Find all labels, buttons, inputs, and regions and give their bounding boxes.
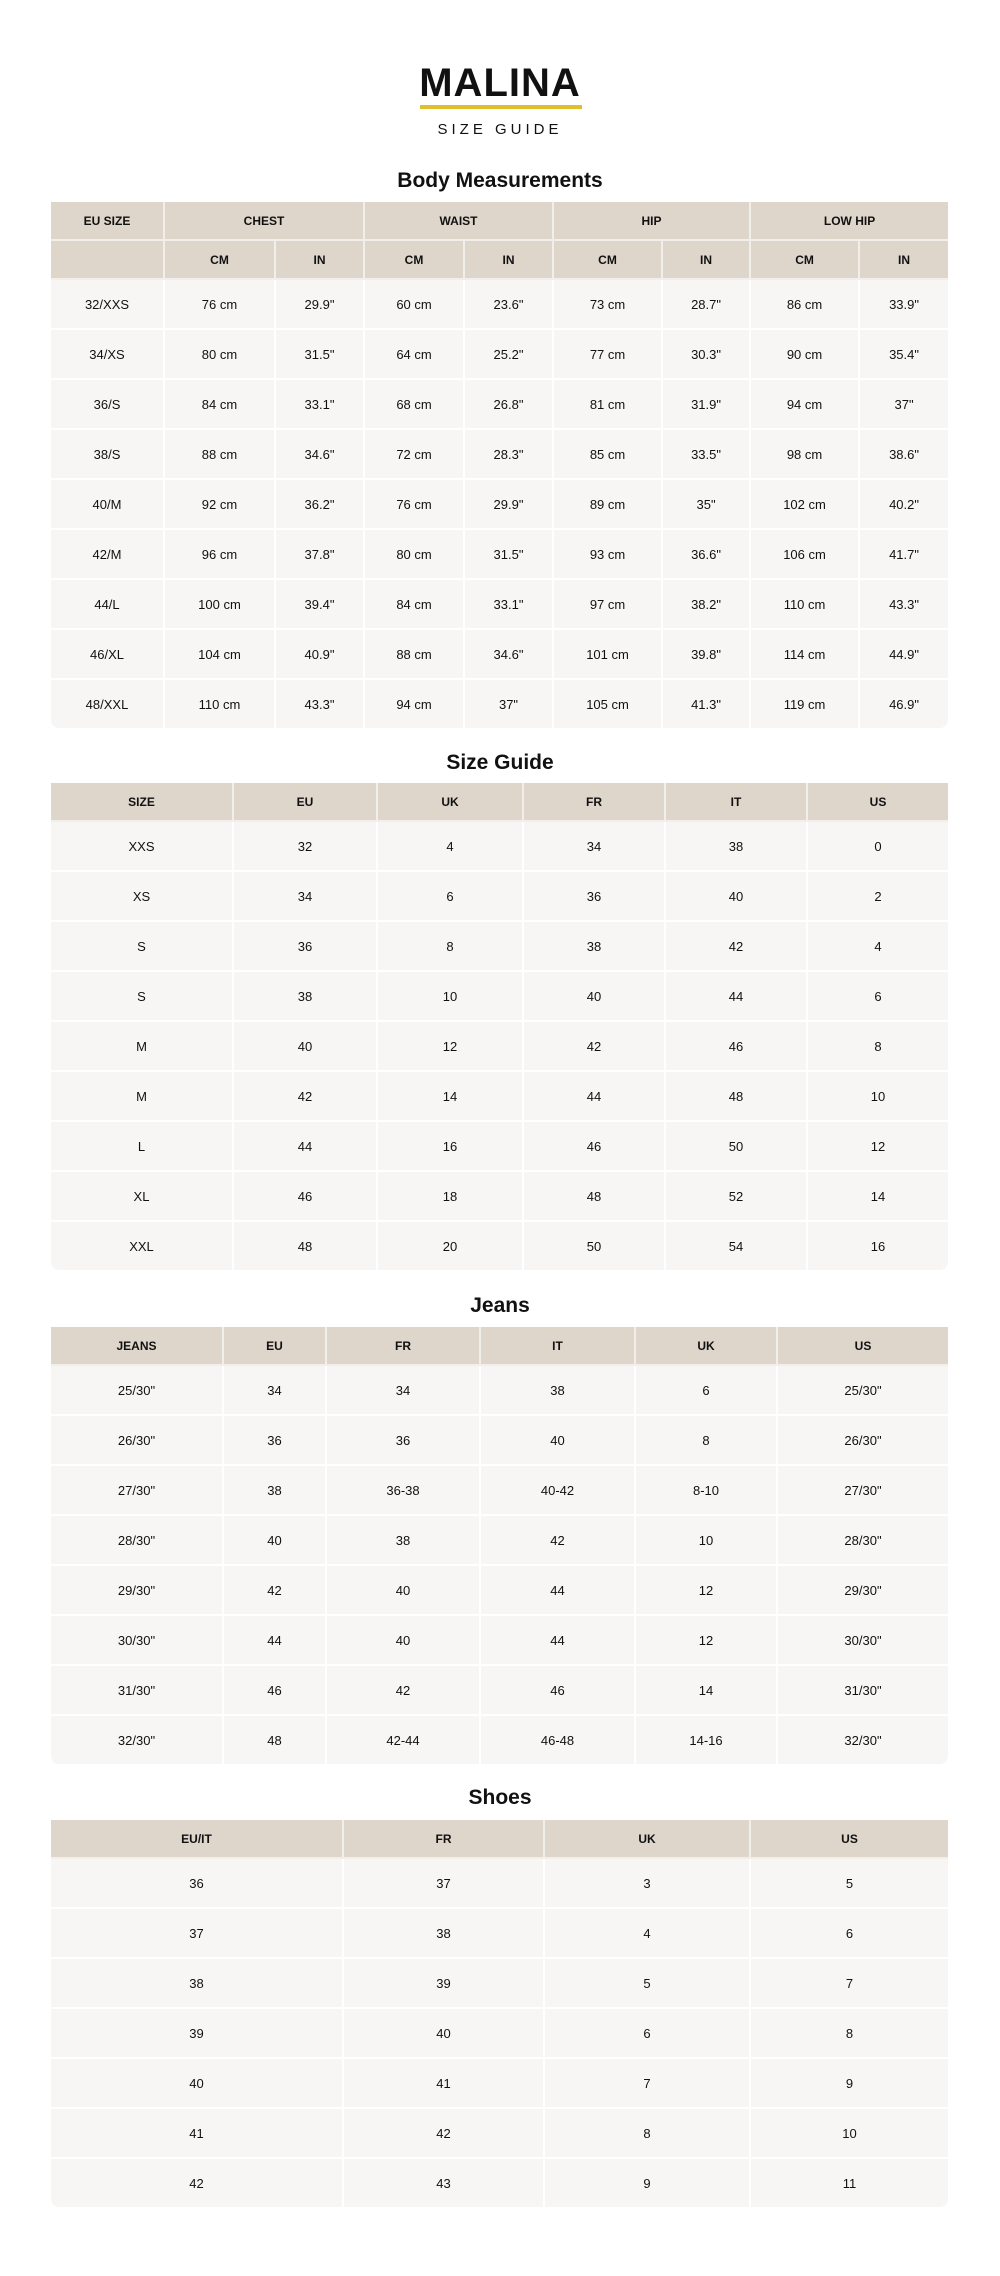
- table-cell: 88 cm: [165, 430, 276, 480]
- table-row: [51, 630, 948, 680]
- table-cell: 29.9": [465, 480, 554, 530]
- table-cell: 44: [481, 1616, 636, 1666]
- table-cell: 10: [751, 2109, 948, 2159]
- table-cell: 6: [751, 1909, 948, 1959]
- table-row: [51, 280, 948, 330]
- table-cell: 42: [666, 922, 808, 972]
- table-cell: 42: [481, 1516, 636, 1566]
- table-row: [51, 480, 948, 530]
- unit-header: IN: [276, 241, 365, 280]
- column-header: US: [808, 783, 948, 822]
- table-cell: 40: [481, 1416, 636, 1466]
- table-row: [51, 1022, 948, 1072]
- table-row: [51, 922, 948, 972]
- table-cell: 30/30": [778, 1616, 948, 1666]
- table-cell: 40: [524, 972, 666, 1022]
- table-cell: 7: [751, 1959, 948, 2009]
- table-cell: 48: [234, 1222, 378, 1270]
- jeans-title: Jeans: [470, 1294, 530, 1317]
- table-cell: 46: [481, 1666, 636, 1716]
- table-cell: 42: [524, 1022, 666, 1072]
- table-cell: 94 cm: [365, 680, 465, 728]
- table-row: [51, 680, 948, 728]
- table-cell: 40.2": [860, 480, 948, 530]
- table-cell: 14: [378, 1072, 524, 1122]
- table-cell: 30/30": [51, 1616, 224, 1666]
- table-cell: XXL: [51, 1222, 234, 1270]
- column-header: JEANS: [51, 1327, 224, 1366]
- table-cell: 46: [524, 1122, 666, 1172]
- table-cell: 35": [663, 480, 751, 530]
- table-cell: 31.5": [465, 530, 554, 580]
- table-cell: 54: [666, 1222, 808, 1270]
- table-cell: 96 cm: [165, 530, 276, 580]
- table-cell: 8: [808, 1022, 948, 1072]
- table-cell: 6: [636, 1366, 778, 1416]
- table-cell: 12: [636, 1566, 778, 1616]
- table-cell: 98 cm: [751, 430, 860, 480]
- table-cell: S: [51, 922, 234, 972]
- table-cell: 68 cm: [365, 380, 465, 430]
- table-row: [51, 1466, 948, 1516]
- table-row: [51, 1416, 948, 1466]
- table-cell: 33.9": [860, 280, 948, 330]
- column-header: US: [778, 1327, 948, 1366]
- table-cell: 40: [51, 2059, 344, 2109]
- table-cell: 11: [751, 2159, 948, 2207]
- table-cell: 38: [224, 1466, 327, 1516]
- table-cell: 114 cm: [751, 630, 860, 680]
- table-cell: 32/30": [778, 1716, 948, 1764]
- column-header: FR: [344, 1820, 545, 1859]
- table-cell: 32/30": [51, 1716, 224, 1764]
- table-cell: XL: [51, 1172, 234, 1222]
- table-cell: 97 cm: [554, 580, 663, 630]
- table-cell: 42-44: [327, 1716, 481, 1764]
- table-row: [51, 2059, 948, 2109]
- unit-header: IN: [465, 241, 554, 280]
- table-cell: XS: [51, 872, 234, 922]
- column-group-header: CHEST: [165, 202, 365, 241]
- header-row: [51, 1820, 948, 1859]
- table-cell: 50: [524, 1222, 666, 1270]
- table-cell: 39.4": [276, 580, 365, 630]
- column-header: UK: [545, 1820, 751, 1859]
- table-cell: 110 cm: [751, 580, 860, 630]
- table-cell: 86 cm: [751, 280, 860, 330]
- table-cell: S: [51, 972, 234, 1022]
- table-cell: 8: [751, 2009, 948, 2059]
- table-cell: 14-16: [636, 1716, 778, 1764]
- table-cell: 44: [481, 1566, 636, 1616]
- table-row: [51, 580, 948, 630]
- table-cell: 10: [378, 972, 524, 1022]
- table-cell: 36-38: [327, 1466, 481, 1516]
- table-cell: 29.9": [276, 280, 365, 330]
- table-cell: 7: [545, 2059, 751, 2109]
- column-header: UK: [636, 1327, 778, 1366]
- table-cell: 28.3": [465, 430, 554, 480]
- table-cell: 8: [636, 1416, 778, 1466]
- table-cell: 46-48: [481, 1716, 636, 1764]
- column-header: FR: [327, 1327, 481, 1366]
- table-cell: 18: [378, 1172, 524, 1222]
- table-cell: 64 cm: [365, 330, 465, 380]
- table-row: [51, 2009, 948, 2059]
- unit-header: [51, 241, 165, 280]
- size-guide-title: Size Guide: [446, 751, 554, 774]
- column-group-header: LOW HIP: [751, 202, 948, 241]
- column-header: UK: [378, 783, 524, 822]
- table-row: [51, 972, 948, 1022]
- table-cell: 89 cm: [554, 480, 663, 530]
- table-cell: 119 cm: [751, 680, 860, 728]
- table-cell: 36.2": [276, 480, 365, 530]
- column-header: US: [751, 1820, 948, 1859]
- table-cell: 9: [751, 2059, 948, 2109]
- table-cell: 25/30": [51, 1366, 224, 1416]
- table-cell: 41: [51, 2109, 344, 2159]
- table-cell: M: [51, 1072, 234, 1122]
- table-cell: 105 cm: [554, 680, 663, 728]
- column-header: SIZE: [51, 783, 234, 822]
- table-cell: 102 cm: [751, 480, 860, 530]
- table-cell: 36/S: [51, 380, 165, 430]
- table-cell: 29/30": [51, 1566, 224, 1616]
- group-header-row: [51, 202, 948, 241]
- table-cell: 44.9": [860, 630, 948, 680]
- table-row: [51, 330, 948, 380]
- table-cell: 8: [378, 922, 524, 972]
- table-cell: 25.2": [465, 330, 554, 380]
- table-cell: 46: [234, 1172, 378, 1222]
- table-cell: 26.8": [465, 380, 554, 430]
- unit-header: CM: [751, 241, 860, 280]
- table-cell: 34: [224, 1366, 327, 1416]
- table-cell: 38: [51, 1959, 344, 2009]
- table-row: [51, 1716, 948, 1764]
- table-cell: 41.7": [860, 530, 948, 580]
- table-cell: 44: [666, 972, 808, 1022]
- table-cell: 2: [808, 872, 948, 922]
- table-cell: 101 cm: [554, 630, 663, 680]
- table-cell: 37: [51, 1909, 344, 1959]
- table-cell: 12: [808, 1122, 948, 1172]
- table-cell: 40.9": [276, 630, 365, 680]
- unit-header: CM: [554, 241, 663, 280]
- table-cell: 31.9": [663, 380, 751, 430]
- table-cell: 30.3": [663, 330, 751, 380]
- table-cell: 92 cm: [165, 480, 276, 530]
- table-cell: 36: [524, 872, 666, 922]
- table-cell: 28/30": [51, 1516, 224, 1566]
- table-cell: 38: [666, 822, 808, 872]
- column-header: FR: [524, 783, 666, 822]
- table-cell: 34.6": [276, 430, 365, 480]
- table-cell: 20: [378, 1222, 524, 1270]
- table-row: [51, 1566, 948, 1616]
- table-cell: 28.7": [663, 280, 751, 330]
- table-row: [51, 1666, 948, 1716]
- table-cell: 90 cm: [751, 330, 860, 380]
- table-row: [51, 1909, 948, 1959]
- column-header: EU: [234, 783, 378, 822]
- unit-header: CM: [365, 241, 465, 280]
- table-row: [51, 530, 948, 580]
- table-cell: 84 cm: [165, 380, 276, 430]
- table-cell: 43: [344, 2159, 545, 2207]
- table-cell: 106 cm: [751, 530, 860, 580]
- table-cell: 42: [344, 2109, 545, 2159]
- table-cell: 43.3": [860, 580, 948, 630]
- table-cell: 80 cm: [365, 530, 465, 580]
- table-cell: 29/30": [778, 1566, 948, 1616]
- column-group-header: HIP: [554, 202, 751, 241]
- unit-header: IN: [663, 241, 751, 280]
- table-cell: 31/30": [51, 1666, 224, 1716]
- table-cell: XXS: [51, 822, 234, 872]
- table-cell: 40-42: [481, 1466, 636, 1516]
- table-cell: 35.4": [860, 330, 948, 380]
- table-cell: 48: [224, 1716, 327, 1764]
- table-cell: 48/XXL: [51, 680, 165, 728]
- table-row: [51, 1516, 948, 1566]
- table-cell: 39: [51, 2009, 344, 2059]
- table-cell: 40/M: [51, 480, 165, 530]
- table-cell: 84 cm: [365, 580, 465, 630]
- table-cell: 43.3": [276, 680, 365, 728]
- table-cell: 34: [234, 872, 378, 922]
- table-cell: 76 cm: [165, 280, 276, 330]
- table-cell: 80 cm: [165, 330, 276, 380]
- unit-header: CM: [165, 241, 276, 280]
- shoes-title: Shoes: [468, 1786, 532, 1809]
- table-cell: 34: [327, 1366, 481, 1416]
- table-cell: 36: [234, 922, 378, 972]
- table-cell: 32/XXS: [51, 280, 165, 330]
- table-cell: 76 cm: [365, 480, 465, 530]
- table-cell: 6: [378, 872, 524, 922]
- table-cell: 37: [344, 1859, 545, 1909]
- table-cell: 44: [234, 1122, 378, 1172]
- table-cell: 46/XL: [51, 630, 165, 680]
- table-cell: 16: [378, 1122, 524, 1172]
- table-cell: 42: [224, 1566, 327, 1616]
- table-cell: 10: [808, 1072, 948, 1122]
- table-cell: 42: [51, 2159, 344, 2207]
- table-row: [51, 1959, 948, 2009]
- table-row: [51, 872, 948, 922]
- table-cell: 39.8": [663, 630, 751, 680]
- table-row: [51, 822, 948, 872]
- table-cell: 88 cm: [365, 630, 465, 680]
- table-row: [51, 1172, 948, 1222]
- table-cell: 38: [344, 1909, 545, 1959]
- table-cell: 23.6": [465, 280, 554, 330]
- table-cell: 8-10: [636, 1466, 778, 1516]
- table-cell: 72 cm: [365, 430, 465, 480]
- table-cell: 32: [234, 822, 378, 872]
- size-guide-table: [51, 783, 948, 1270]
- table-cell: 31/30": [778, 1666, 948, 1716]
- table-cell: 81 cm: [554, 380, 663, 430]
- table-cell: 0: [808, 822, 948, 872]
- table-row: [51, 1366, 948, 1416]
- table-row: [51, 1072, 948, 1122]
- table-cell: 33.5": [663, 430, 751, 480]
- table-cell: 26/30": [778, 1416, 948, 1466]
- column-header: IT: [481, 1327, 636, 1366]
- table-cell: 38.6": [860, 430, 948, 480]
- table-cell: 93 cm: [554, 530, 663, 580]
- table-cell: 37": [465, 680, 554, 728]
- column-header: IT: [666, 783, 808, 822]
- table-cell: M: [51, 1022, 234, 1072]
- table-cell: 85 cm: [554, 430, 663, 480]
- table-cell: 44/L: [51, 580, 165, 630]
- table-cell: 16: [808, 1222, 948, 1270]
- table-cell: 38: [234, 972, 378, 1022]
- table-row: [51, 1859, 948, 1909]
- table-cell: 46: [666, 1022, 808, 1072]
- table-cell: 6: [808, 972, 948, 1022]
- table-cell: 46.9": [860, 680, 948, 728]
- table-cell: 10: [636, 1516, 778, 1566]
- table-cell: 34.6": [465, 630, 554, 680]
- table-cell: L: [51, 1122, 234, 1172]
- table-cell: 104 cm: [165, 630, 276, 680]
- table-cell: 48: [524, 1172, 666, 1222]
- table-cell: 38: [524, 922, 666, 972]
- table-row: [51, 1122, 948, 1172]
- table-row: [51, 380, 948, 430]
- unit-header: IN: [860, 241, 948, 280]
- table-cell: 25/30": [778, 1366, 948, 1416]
- table-cell: 28/30": [778, 1516, 948, 1566]
- table-cell: 4: [808, 922, 948, 972]
- logo-underline: [420, 105, 582, 109]
- table-cell: 110 cm: [165, 680, 276, 728]
- table-cell: 3: [545, 1859, 751, 1909]
- table-cell: 42/M: [51, 530, 165, 580]
- table-cell: 48: [666, 1072, 808, 1122]
- brand-logo: MALINA: [419, 61, 581, 105]
- table-cell: 46: [224, 1666, 327, 1716]
- table-cell: 5: [545, 1959, 751, 2009]
- table-cell: 38: [327, 1516, 481, 1566]
- table-cell: 38.2": [663, 580, 751, 630]
- table-cell: 33.1": [276, 380, 365, 430]
- table-cell: 33.1": [465, 580, 554, 630]
- table-cell: 37.8": [276, 530, 365, 580]
- table-cell: 50: [666, 1122, 808, 1172]
- table-cell: 38: [481, 1366, 636, 1416]
- table-cell: 37": [860, 380, 948, 430]
- table-cell: 40: [344, 2009, 545, 2059]
- table-cell: 42: [327, 1666, 481, 1716]
- table-cell: 36: [51, 1859, 344, 1909]
- table-cell: 60 cm: [365, 280, 465, 330]
- table-row: [51, 430, 948, 480]
- table-cell: 36: [224, 1416, 327, 1466]
- table-cell: 44: [524, 1072, 666, 1122]
- table-row: [51, 2159, 948, 2207]
- table-cell: 40: [327, 1616, 481, 1666]
- shoes-table: [51, 1820, 948, 2207]
- page-subtitle: SIZE GUIDE: [437, 121, 563, 138]
- table-cell: 77 cm: [554, 330, 663, 380]
- table-cell: 6: [545, 2009, 751, 2059]
- table-cell: 41.3": [663, 680, 751, 728]
- header-row: [51, 783, 948, 822]
- table-cell: 34: [524, 822, 666, 872]
- table-cell: 41: [344, 2059, 545, 2109]
- column-group-header: WAIST: [365, 202, 554, 241]
- header-row: [51, 1327, 948, 1366]
- table-cell: 39: [344, 1959, 545, 2009]
- table-cell: 14: [808, 1172, 948, 1222]
- unit-header-row: [51, 241, 948, 280]
- table-cell: 27/30": [51, 1466, 224, 1516]
- body-measurements-table: [51, 202, 948, 728]
- table-cell: 12: [636, 1616, 778, 1666]
- table-cell: 8: [545, 2109, 751, 2159]
- column-group-header: EU SIZE: [51, 202, 165, 241]
- table-cell: 94 cm: [751, 380, 860, 430]
- table-cell: 40: [234, 1022, 378, 1072]
- table-cell: 100 cm: [165, 580, 276, 630]
- table-cell: 14: [636, 1666, 778, 1716]
- table-cell: 36.6": [663, 530, 751, 580]
- table-cell: 42: [234, 1072, 378, 1122]
- table-cell: 40: [327, 1566, 481, 1616]
- table-cell: 52: [666, 1172, 808, 1222]
- table-cell: 31.5": [276, 330, 365, 380]
- table-cell: 36: [327, 1416, 481, 1466]
- table-cell: 12: [378, 1022, 524, 1072]
- table-cell: 4: [378, 822, 524, 872]
- table-cell: 27/30": [778, 1466, 948, 1516]
- table-cell: 26/30": [51, 1416, 224, 1466]
- table-cell: 40: [666, 872, 808, 922]
- table-cell: 4: [545, 1909, 751, 1959]
- body-measurements-title: Body Measurements: [397, 169, 603, 192]
- table-cell: 73 cm: [554, 280, 663, 330]
- table-cell: 40: [224, 1516, 327, 1566]
- jeans-table: [51, 1327, 948, 1764]
- table-row: [51, 1616, 948, 1666]
- column-header: EU: [224, 1327, 327, 1366]
- table-row: [51, 2109, 948, 2159]
- table-row: [51, 1222, 948, 1270]
- table-cell: 38/S: [51, 430, 165, 480]
- table-cell: 44: [224, 1616, 327, 1666]
- table-cell: 9: [545, 2159, 751, 2207]
- table-cell: 5: [751, 1859, 948, 1909]
- table-cell: 34/XS: [51, 330, 165, 380]
- column-header: EU/IT: [51, 1820, 344, 1859]
